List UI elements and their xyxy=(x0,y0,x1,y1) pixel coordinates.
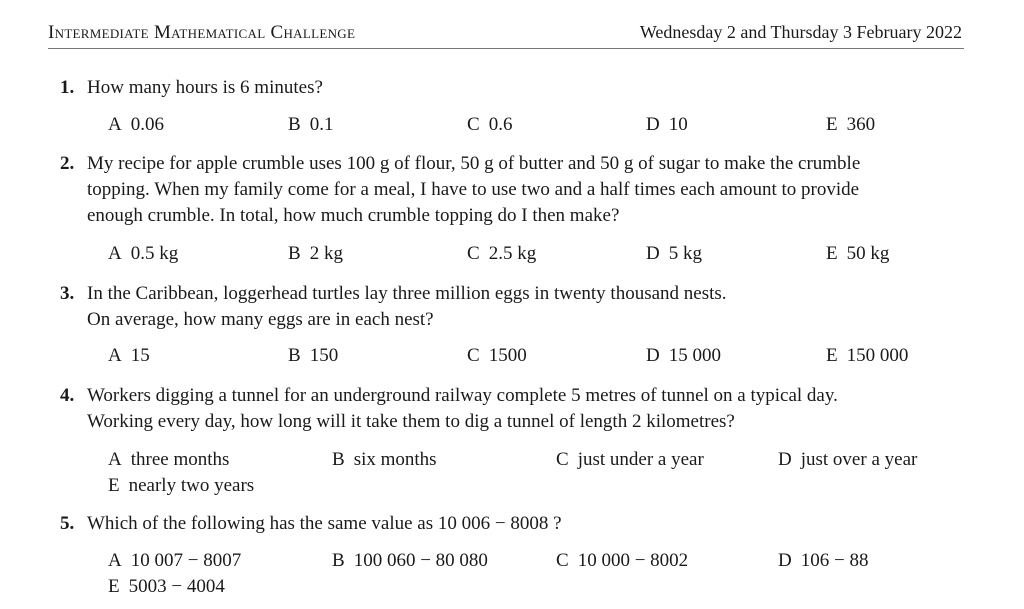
question-text: Which of the following has the same value as 10 006 − 8008 ? xyxy=(87,513,562,534)
choice-e xyxy=(826,112,875,138)
choice-letter: D xyxy=(646,345,660,366)
question-text xyxy=(87,383,970,435)
choice-value: 150 000 xyxy=(846,345,909,366)
choice-letter: B xyxy=(288,243,301,264)
choice-d xyxy=(646,241,702,267)
choice-e xyxy=(108,574,225,600)
choice-letter: D xyxy=(646,243,660,264)
header-date: Wednesday 2 and Thursday 3 February 2022 xyxy=(639,22,962,42)
choice-value: three months xyxy=(130,449,230,470)
choice-value: just over a year xyxy=(800,449,918,470)
question-text xyxy=(87,151,970,229)
header-title: Intermediate Mathematical Challenge xyxy=(48,22,356,43)
question-1-choices xyxy=(108,112,1008,139)
choice-e xyxy=(108,473,254,499)
question-number: 4. xyxy=(60,385,75,406)
question-3 xyxy=(60,281,970,333)
question-number: 1. xyxy=(60,77,75,98)
question-line: enough crumble. In total, how much crumble topping do I then make? xyxy=(87,205,620,226)
choice-value: 106 − 88 xyxy=(800,550,869,571)
question-2 xyxy=(60,151,970,229)
choice-letter: E xyxy=(108,475,120,496)
choice-value: 50 kg xyxy=(846,243,890,264)
choice-letter: C xyxy=(556,449,569,470)
choice-letter: C xyxy=(556,550,569,571)
question-number: 3. xyxy=(60,283,75,304)
choice-letter: C xyxy=(467,114,480,135)
question-3-choices xyxy=(108,343,1008,370)
question-4-choices-row-1 xyxy=(108,447,1008,474)
question-line: In the Caribbean, loggerhead turtles lay three million eggs in twenty thousand nests. xyxy=(87,283,727,304)
choice-letter: A xyxy=(108,345,122,366)
choice-letter: A xyxy=(108,550,122,571)
choice-value: 100 060 − 80 080 xyxy=(353,550,488,571)
choice-value: 0.5 kg xyxy=(130,243,179,264)
choice-letter: E xyxy=(826,345,838,366)
choice-value: 10 xyxy=(668,114,688,135)
choice-c xyxy=(467,112,512,138)
choice-value: 360 xyxy=(846,114,876,135)
choice-value: 0.6 xyxy=(488,114,513,135)
choice-c xyxy=(556,447,704,473)
question-line: Workers digging a tunnel for an underground railway complete 5 metres of tunnel on a typical day. xyxy=(87,385,838,406)
choice-letter: B xyxy=(332,449,345,470)
choice-a xyxy=(108,241,178,267)
choice-letter: D xyxy=(778,449,792,470)
choice-value: 0.1 xyxy=(309,114,334,135)
question-5-choices-row-1 xyxy=(108,548,1008,575)
question-line: Working every day, how long will it take them to dig a tunnel of length 2 kilometres? xyxy=(87,411,735,432)
choice-b xyxy=(288,112,333,138)
question-line: On average, how many eggs are in each nest? xyxy=(87,309,434,330)
choice-letter: B xyxy=(288,345,301,366)
question-5 xyxy=(60,511,970,537)
choice-d xyxy=(646,343,721,369)
choice-letter: A xyxy=(108,449,122,470)
choice-letter: A xyxy=(108,114,122,135)
choice-value: 10 007 − 8007 xyxy=(130,550,242,571)
question-5-choices-row-2 xyxy=(108,574,1008,601)
choice-letter: D xyxy=(778,550,792,571)
choice-value: 15 xyxy=(130,345,150,366)
choice-value: 10 000 − 8002 xyxy=(577,550,689,571)
choice-b xyxy=(288,343,338,369)
question-line: topping. When my family come for a meal, I have to use two and a half times each amount to provide xyxy=(87,179,860,200)
choice-value: 2.5 kg xyxy=(488,243,537,264)
question-number: 2. xyxy=(60,153,75,174)
choice-letter: C xyxy=(467,243,480,264)
choice-e xyxy=(826,241,889,267)
question-text: How many hours is 6 minutes? xyxy=(87,77,323,98)
choice-letter: C xyxy=(467,345,480,366)
choice-value: 0.06 xyxy=(130,114,164,135)
choice-d xyxy=(778,548,868,574)
choice-d xyxy=(778,447,917,473)
question-number: 5. xyxy=(60,513,75,534)
choice-letter: B xyxy=(288,114,301,135)
choice-value: 1500 xyxy=(488,345,527,366)
choice-letter: E xyxy=(826,114,838,135)
question-1 xyxy=(60,75,970,101)
choice-value: 150 xyxy=(309,345,339,366)
choice-value: nearly two years xyxy=(128,475,255,496)
choice-value: 15 000 xyxy=(668,345,721,366)
choice-letter: E xyxy=(826,243,838,264)
choice-value: 2 kg xyxy=(309,243,343,264)
choice-letter: A xyxy=(108,243,122,264)
choice-c xyxy=(556,548,688,574)
choice-a xyxy=(108,447,229,473)
choice-c xyxy=(467,343,527,369)
question-line: My recipe for apple crumble uses 100 g of flour, 50 g of butter and 50 g of sugar to make the crumble xyxy=(87,153,861,174)
question-4-choices-row-2 xyxy=(108,473,1008,500)
choice-c xyxy=(467,241,536,267)
choice-b xyxy=(332,447,437,473)
question-2-choices xyxy=(108,241,1008,268)
choice-d xyxy=(646,112,688,138)
question-4 xyxy=(60,383,970,435)
choice-a xyxy=(108,112,164,138)
choice-value: 5 kg xyxy=(668,243,702,264)
choice-e xyxy=(826,343,908,369)
page-header xyxy=(48,20,964,49)
question-text xyxy=(87,281,970,333)
choice-value: six months xyxy=(353,449,437,470)
choice-value: just under a year xyxy=(577,449,704,470)
choice-value: 5003 − 4004 xyxy=(128,576,225,597)
choice-letter: E xyxy=(108,576,120,597)
choice-letter: B xyxy=(332,550,345,571)
choice-a xyxy=(108,343,150,369)
choice-b xyxy=(332,548,488,574)
choice-b xyxy=(288,241,343,267)
choice-a xyxy=(108,548,241,574)
choice-letter: D xyxy=(646,114,660,135)
